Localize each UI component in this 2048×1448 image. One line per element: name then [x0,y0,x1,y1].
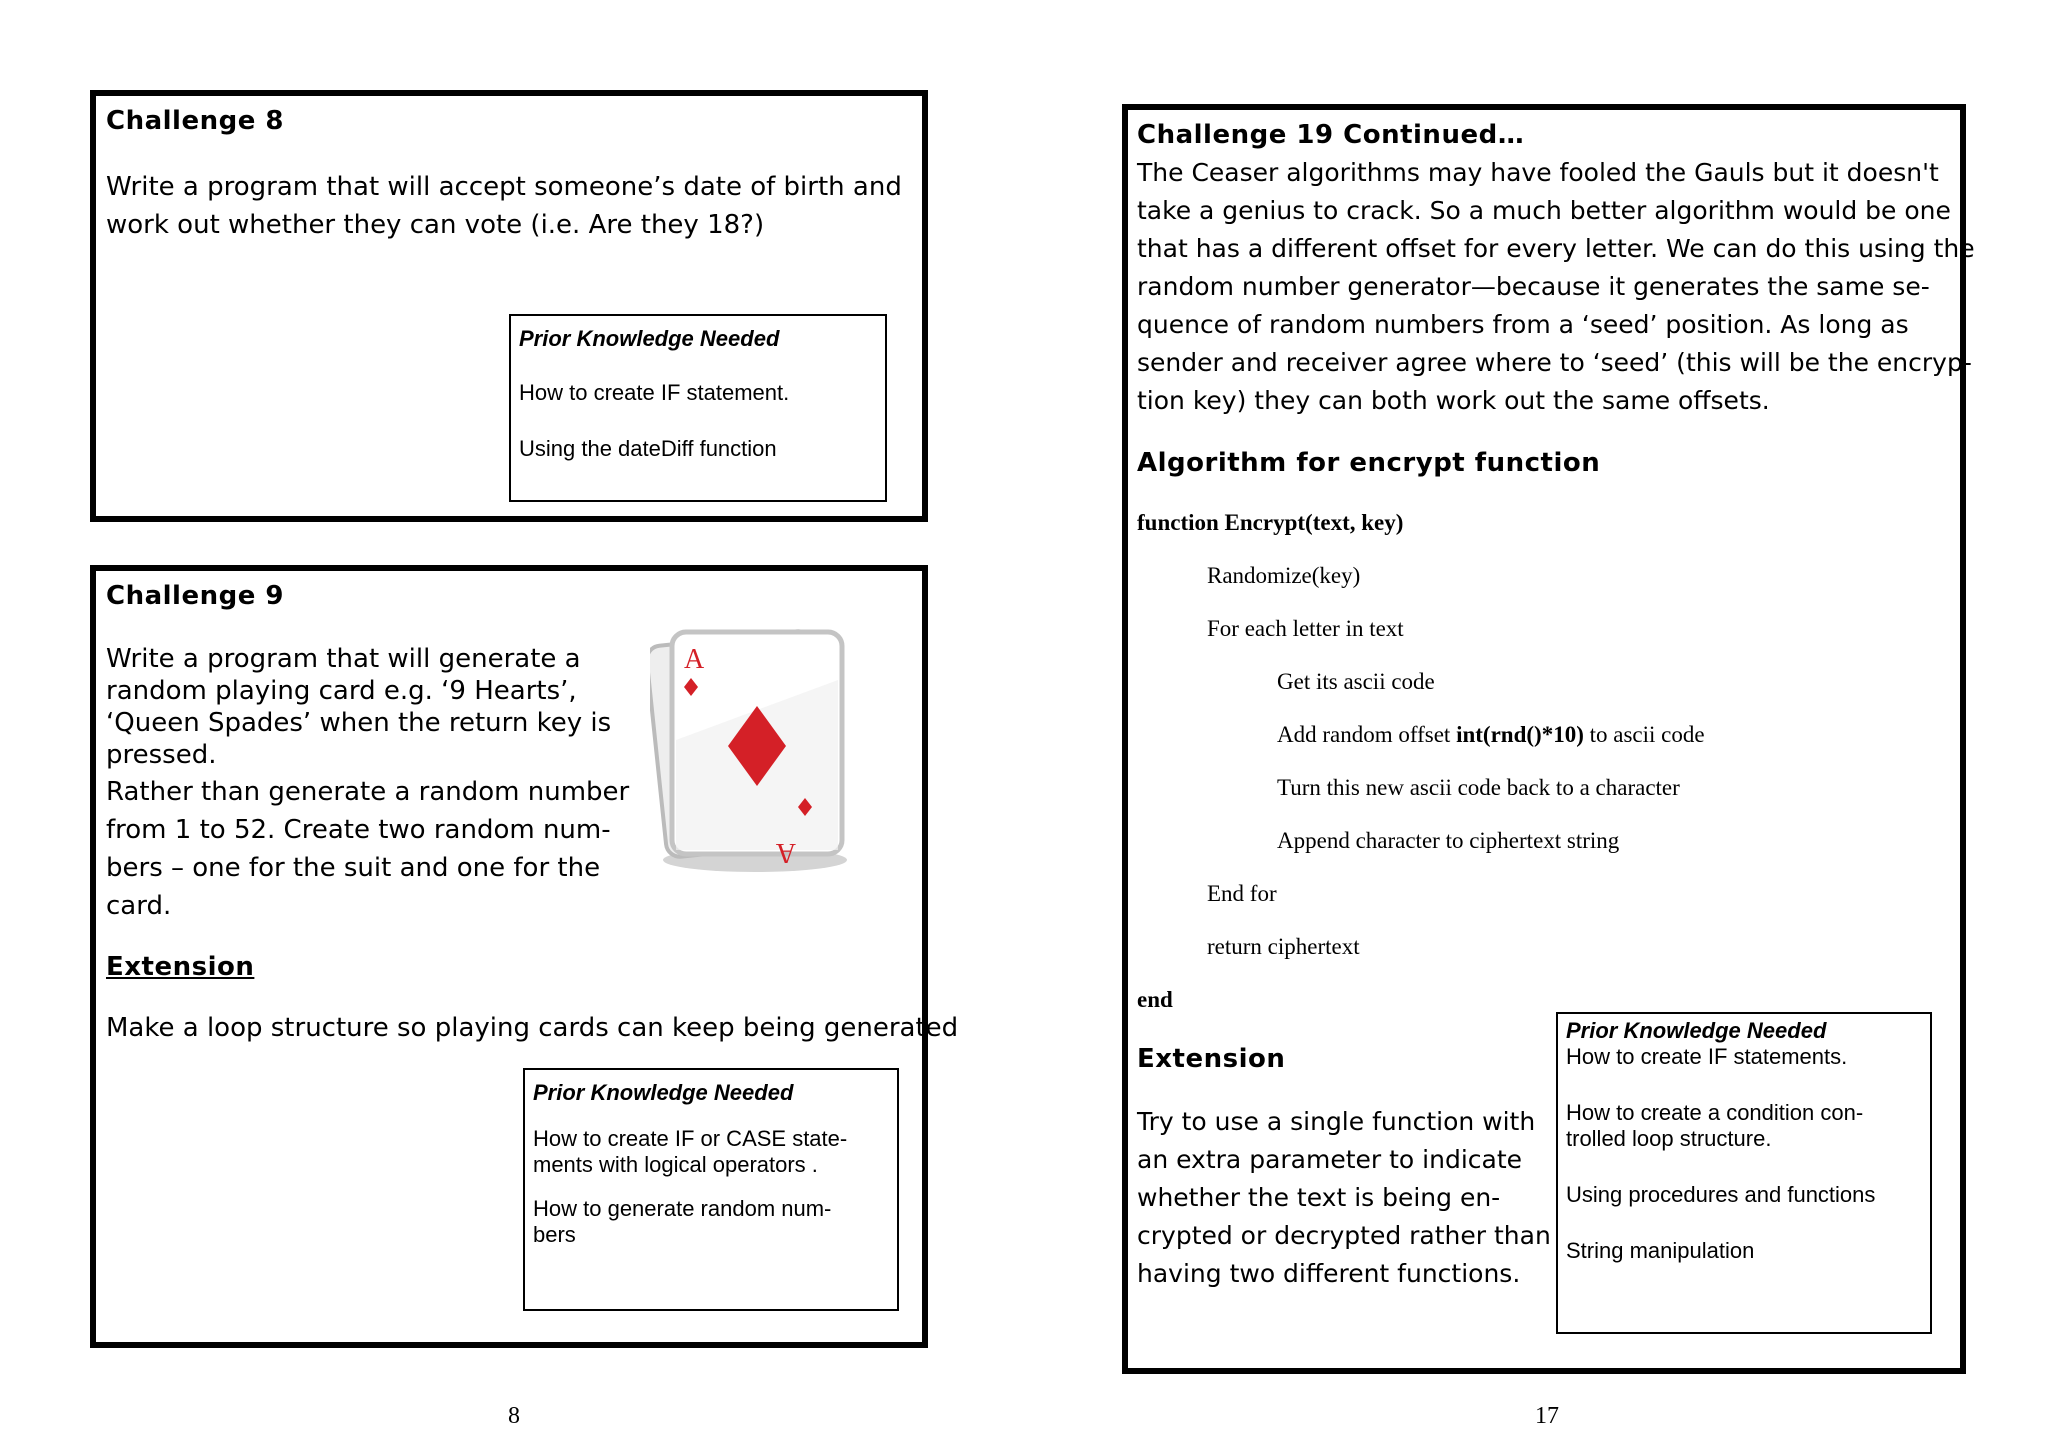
challenge-19-line-4: random number generator—because it generates the same se- [1137,272,1930,301]
extension-line-3: whether the text is being en- [1137,1183,1501,1212]
code-end: end [1137,987,1173,1012]
code-randomize: Randomize(key) [1207,563,1361,588]
extension-line-5: having two different functions. [1137,1259,1521,1288]
prior-knowledge-title: Prior Knowledge Needed [519,326,780,351]
challenge-9-line-4: pressed. [106,740,217,770]
challenge-19-prior-knowledge [1556,1012,1932,1334]
code-add-offset-bold: int(rnd()*10) [1456,722,1584,747]
challenge-8-text-line-2: work out whether they can vote (i.e. Are they 18?) [106,210,765,240]
card-rank-bottom: A [775,837,796,868]
page-number-right: 17 [1535,1403,1559,1429]
code-add-offset-pre: Add random offset [1277,722,1457,747]
code-turn-back: Turn this new ascii code back to a character [1277,775,1680,800]
challenge-9-line-5: Rather than generate a random number [106,777,630,807]
code-return: return ciphertext [1207,934,1360,959]
challenge-9-line-1: Write a program that will generate a [106,644,581,674]
prior-knowledge-title: Prior Knowledge Needed [1566,1018,1827,1043]
code-get-ascii: Get its ascii code [1277,669,1435,694]
challenge-19-line-1: The Ceaser algorithms may have fooled the Gauls but it doesn't [1137,158,1939,187]
code-add-offset [1277,722,1705,748]
prior-knowledge-title: Prior Knowledge Needed [533,1080,794,1105]
extension-line-2: an extra parameter to indicate [1137,1145,1523,1174]
challenge-9-extension-text: Make a loop structure so playing cards can keep being generated [106,1013,959,1043]
playing-card-icon [650,620,860,880]
prior-knowledge-item: ments with logical operators . [533,1152,818,1177]
challenge-9-extension-title: Extension [106,952,255,982]
challenge-9-prior-knowledge [523,1068,899,1311]
challenge-19-line-2: take a genius to crack. So a much better algorithm would be one [1137,196,1951,225]
extension-line-1: Try to use a single function with [1137,1107,1536,1136]
challenge-19-line-3: that has a different offset for every letter. We can do this using the [1137,234,1975,263]
prior-knowledge-item: String manipulation [1566,1238,1755,1263]
challenge-9-line-2: random playing card e.g. ‘9 Hearts’, [106,676,577,706]
challenge-19-extension-title: Extension [1137,1044,1286,1074]
challenge-8-text-line-1: Write a program that will accept someone’s date of birth and [106,172,902,202]
prior-knowledge-item: How to create IF statements. [1566,1044,1848,1069]
code-add-offset-post: to ascii code [1583,722,1705,747]
algorithm-title: Algorithm for encrypt function [1137,448,1601,478]
card-rank-top: A [684,644,705,675]
challenge-9-line-3: ‘Queen Spades’ when the return key is [106,708,612,738]
code-function-header: function Encrypt(text, key) [1137,510,1404,535]
challenge-19-line-5: quence of random numbers from a ‘seed’ position. As long as [1137,310,1909,339]
challenge-8-title: Challenge 8 [106,106,284,136]
challenge-9-line-7: bers – one for the suit and one for the [106,853,601,883]
code-end-for: End for [1207,881,1277,906]
prior-knowledge-item: bers [533,1222,576,1247]
challenge-19-line-6: sender and receiver agree where to ‘seed’ (this will be the encryp- [1137,348,1972,377]
code-for-each: For each letter in text [1207,616,1404,641]
prior-knowledge-item: Using the dateDiff function [519,436,777,461]
prior-knowledge-item: How to create IF or CASE state- [533,1126,848,1151]
page-number-left: 8 [508,1403,520,1429]
prior-knowledge-item: How to generate random num- [533,1196,832,1221]
prior-knowledge-item: trolled loop structure. [1566,1126,1772,1151]
prior-knowledge-item: How to create IF statement. [519,380,790,405]
code-append: Append character to ciphertext string [1277,828,1620,853]
challenge-19-line-7: tion key) they can both work out the same offsets. [1137,386,1770,415]
extension-line-4: crypted or decrypted rather than [1137,1221,1551,1250]
challenge-8-prior-knowledge [509,314,887,502]
challenge-19-title: Challenge 19 Continued… [1137,120,1525,150]
challenge-9-line-6: from 1 to 52. Create two random num- [106,815,611,845]
prior-knowledge-item: How to create a condition con- [1566,1100,1864,1125]
prior-knowledge-item: Using procedures and functions [1566,1182,1876,1207]
challenge-9-line-8: card. [106,891,172,921]
challenge-9-title: Challenge 9 [106,581,284,611]
